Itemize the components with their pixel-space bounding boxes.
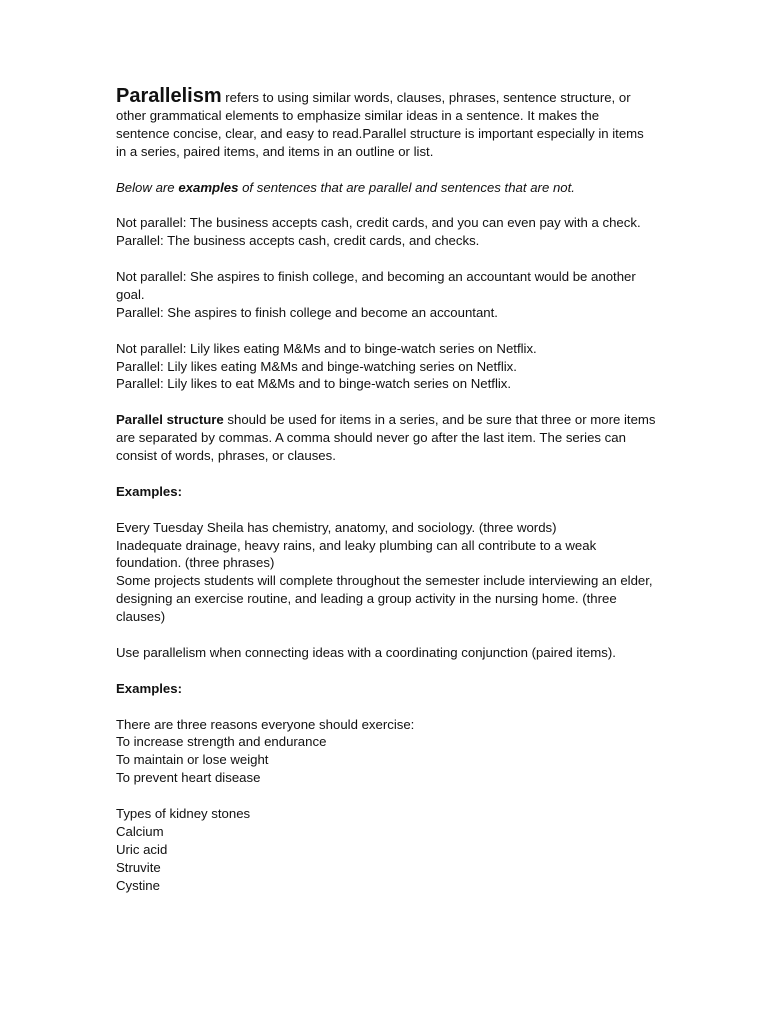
examples-intro-pre: Below are bbox=[116, 179, 179, 195]
examples-heading: Examples: bbox=[116, 680, 182, 696]
parallel-line: Parallel: Lily likes to eat M&Ms and to binge-watch series on Netflix. bbox=[116, 376, 512, 392]
series-example: Some projects students will complete throughout the semester include interviewing an elder, designing an exercise routine, and leading a group activity in the nursing home. (three clauses) bbox=[116, 573, 653, 625]
kidney-stones-list bbox=[116, 805, 656, 895]
list-item: Types of kidney stones bbox=[116, 806, 251, 822]
parallel-line: Parallel: The business accepts cash, credit cards, and checks. bbox=[116, 233, 480, 249]
series-examples bbox=[116, 519, 656, 626]
series-example: Inadequate drainage, heavy rains, and leaky plumbing can all contribute to a weak foundation. (three phrases) bbox=[116, 537, 597, 571]
list-item: There are three reasons everyone should exercise: bbox=[116, 716, 415, 732]
example-pair-1 bbox=[116, 214, 656, 250]
example-pair-2 bbox=[116, 268, 656, 322]
conjunction-paragraph: Use parallelism when connecting ideas with a coordinating conjunction (paired items). bbox=[116, 644, 616, 660]
parallel-line: Parallel: She aspires to finish college and become an accountant. bbox=[116, 304, 498, 320]
list-item: Calcium bbox=[116, 823, 164, 839]
example-pair-3 bbox=[116, 340, 656, 394]
structure-bold: Parallel structure bbox=[116, 412, 224, 428]
examples-heading: Examples: bbox=[116, 483, 182, 499]
parallel-line: Parallel: Lily likes eating M&Ms and binge-watching series on Netflix. bbox=[116, 358, 517, 374]
examples-intro-post: of sentences that are parallel and sentences that are not. bbox=[238, 179, 575, 195]
list-item: Cystine bbox=[116, 877, 160, 893]
examples-intro bbox=[116, 179, 656, 197]
not-parallel-line: Not parallel: The business accepts cash, credit cards, and you can even pay with a check. bbox=[116, 215, 641, 231]
intro-text: refers to using similar words, clauses, phrases, sentence structure, or other grammatical elements to emphasize similar ideas in a sentence. It makes the sentence concise, clear, and easy to read.Parallel structure is important especially in items in a series, paired items, and items in an outline or list. bbox=[116, 90, 644, 159]
document-body bbox=[116, 85, 656, 913]
exercise-list bbox=[116, 716, 656, 788]
list-item: Uric acid bbox=[116, 841, 168, 857]
structure-paragraph bbox=[116, 411, 656, 465]
not-parallel-line: Not parallel: She aspires to finish college, and becoming an accountant would be another goal. bbox=[116, 269, 636, 302]
intro-paragraph bbox=[116, 85, 656, 161]
examples-intro-bold: examples bbox=[178, 179, 239, 195]
not-parallel-line: Not parallel: Lily likes eating M&Ms and to binge-watch series on Netflix. bbox=[116, 340, 537, 356]
list-item: To prevent heart disease bbox=[116, 770, 261, 786]
list-item: To increase strength and endurance bbox=[116, 734, 327, 750]
structure-text: should be used for items in a series, and be sure that three or more items are separated by commas. A comma should never go after the last item. The series can consist of words, phrases, or clauses. bbox=[116, 412, 656, 464]
series-example: Every Tuesday Sheila has chemistry, anatomy, and sociology. (three words) bbox=[116, 519, 557, 535]
list-item: Struvite bbox=[116, 859, 161, 875]
document-title: Parallelism bbox=[116, 85, 222, 107]
list-item: To maintain or lose weight bbox=[116, 752, 269, 768]
